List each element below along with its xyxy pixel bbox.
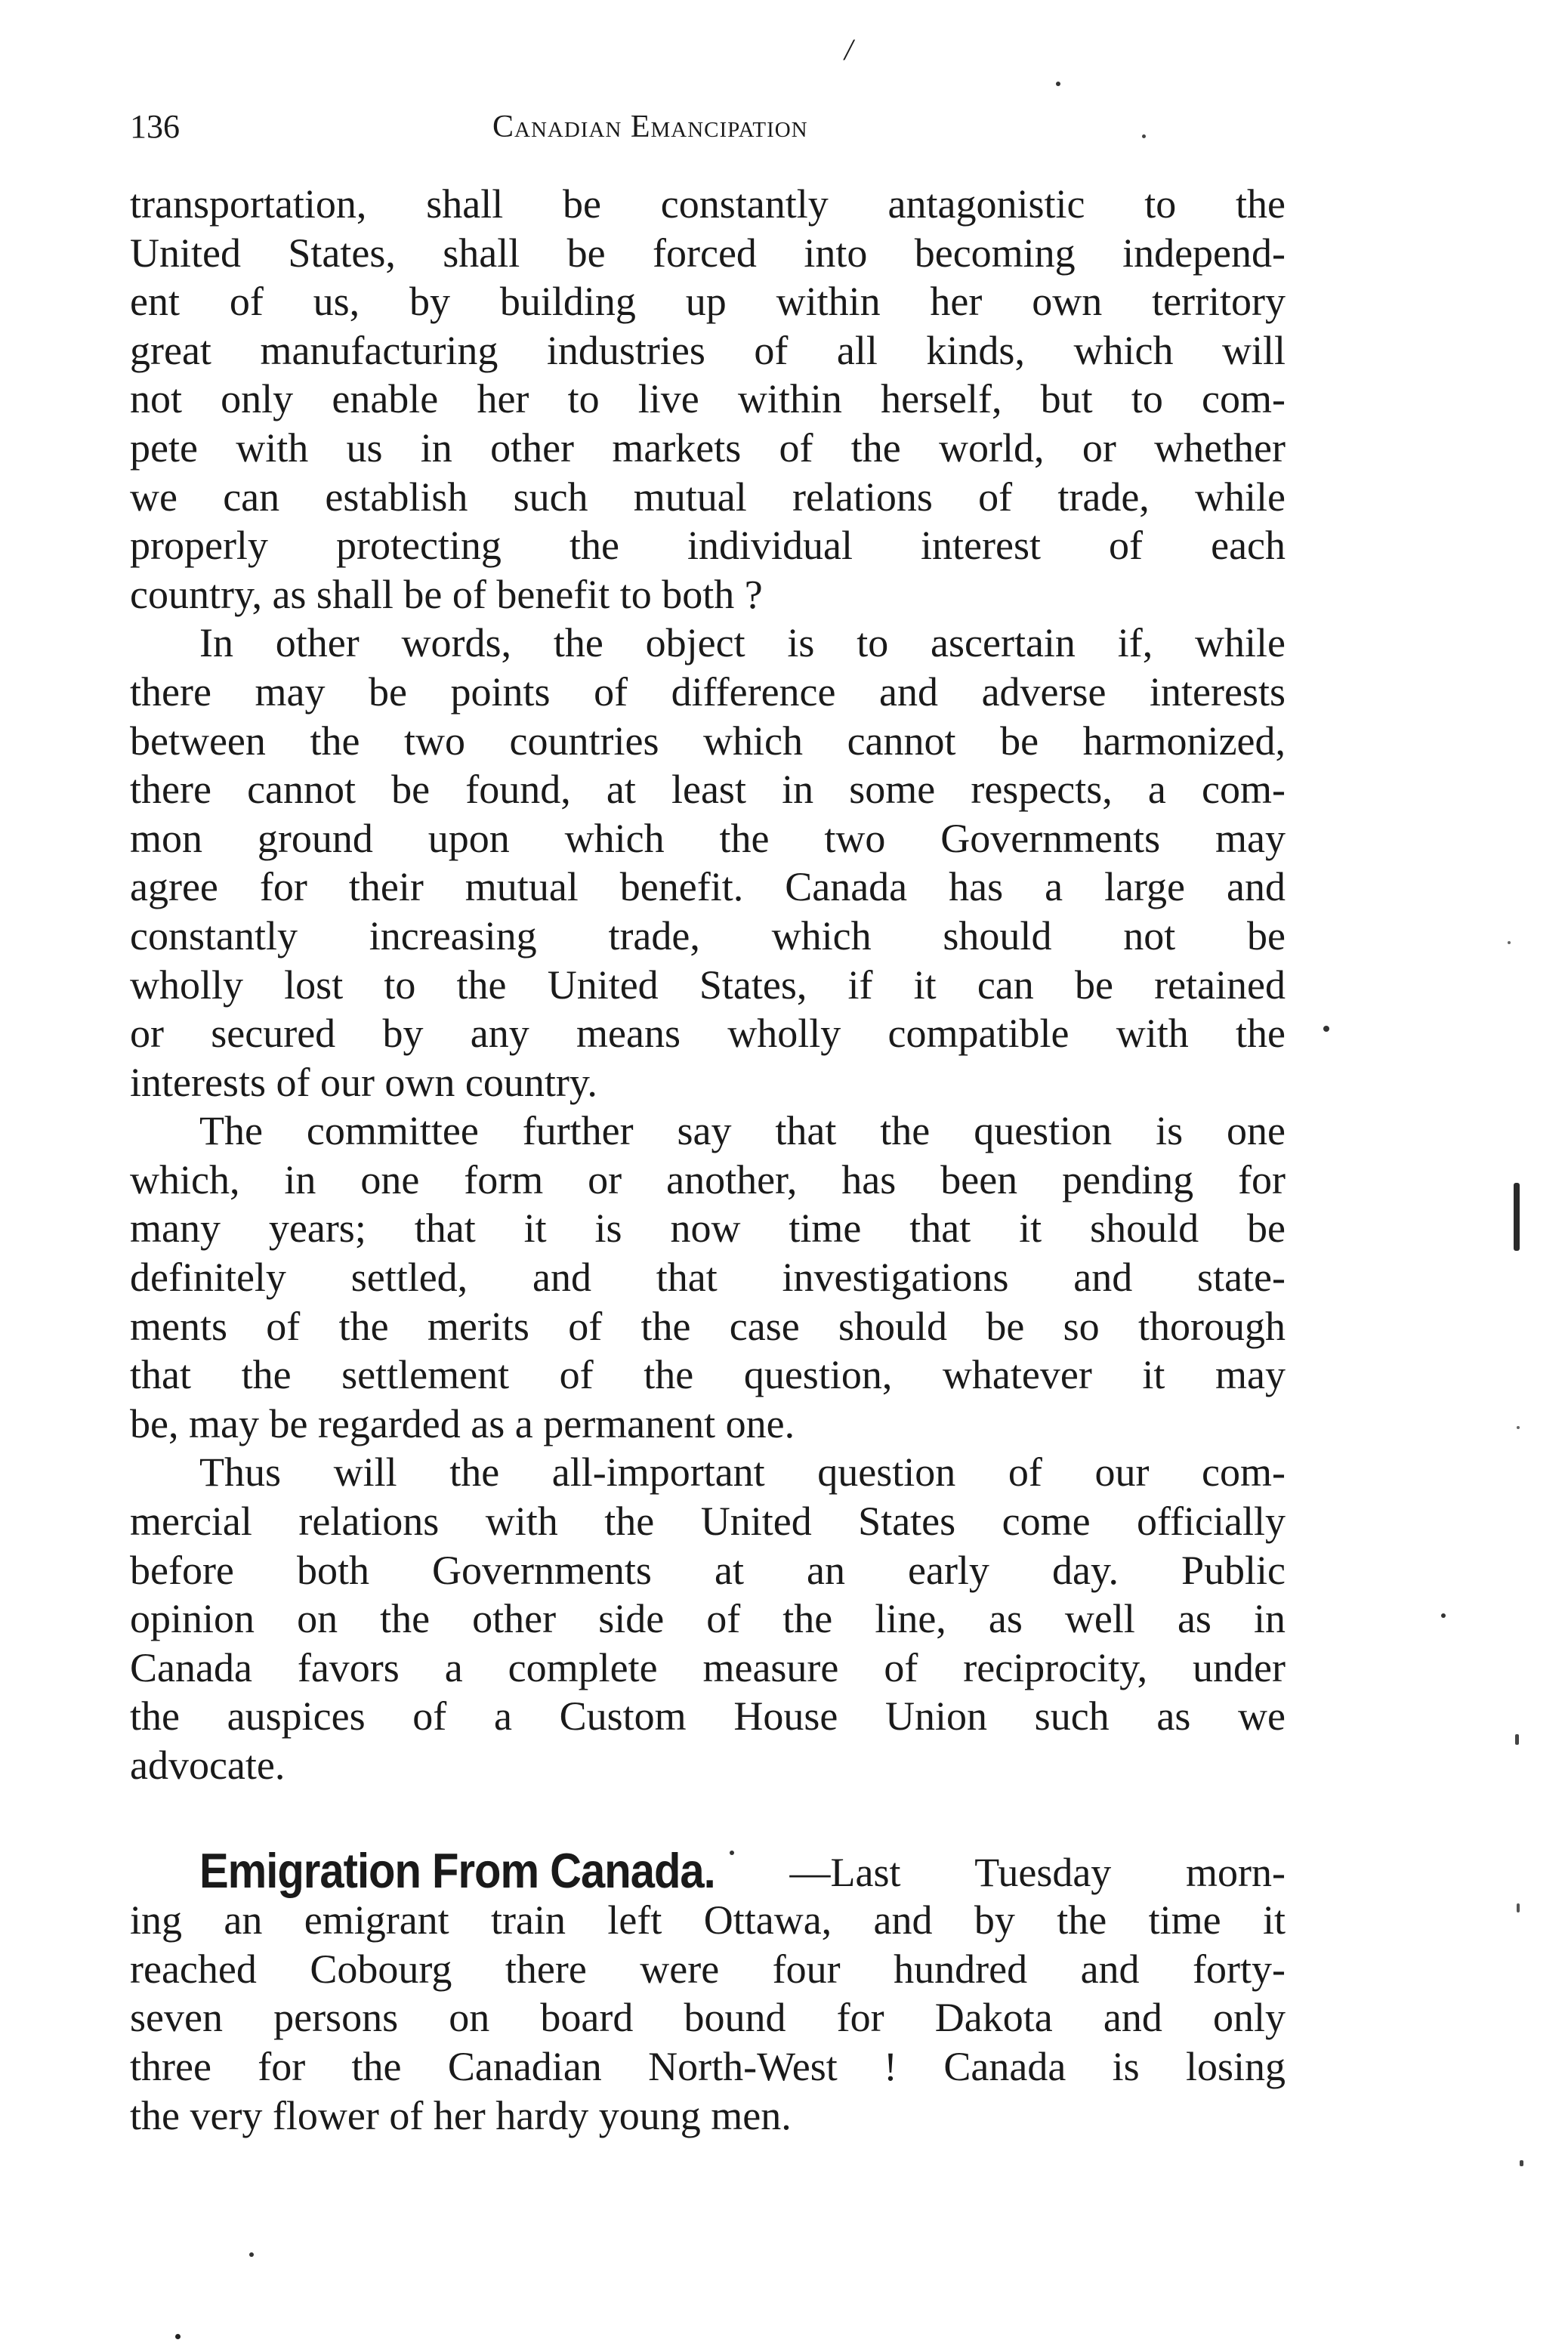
speck-mark [1142,134,1146,138]
paragraph-1 [130,180,1286,619]
text-line: that the settlement of the question, whatever it may [130,1352,1286,1398]
text-line: be, may be regarded as a permanent one. [130,1400,795,1446]
section-gap [130,1790,1286,1848]
text-line: or secured by any means wholly compatible with the [130,1011,1286,1057]
speck-mark [730,1851,734,1855]
page-header [130,97,1286,157]
running-title: Canadian Emancipation [492,110,808,144]
article-heading: Emigration From Canada. [199,1843,715,1899]
text-line: we can establish such mutual relations of trade, while [130,474,1286,520]
speck-mark [1520,2160,1523,2166]
speck-mark [1517,1426,1520,1429]
article-emigration [130,1843,1286,2141]
speck-mark [1515,1734,1519,1745]
text-line: interests of our own country. [130,1059,597,1105]
speck-mark [1508,941,1511,944]
text-line: there cannot be found, at least in some respects, a com- [130,767,1286,813]
text-line: reached Cobourg there were four hundred and forty- [130,1946,1286,1992]
speck-mark [249,2252,254,2257]
paragraph-2 [130,619,1286,1107]
text-line: between the two countries which cannot be harmonized, [130,718,1286,764]
article-first-line-text: —Last Tuesday morn- [789,1849,1286,1895]
text-line: there may be points of difference and adverse interests [130,668,1286,715]
speck-mark [175,2334,181,2339]
text-line: wholly lost to the United States, if it can be retained [130,962,1286,1008]
text-line: mon ground upon which the two Governments may [130,815,1286,861]
text-line: opinion on the other side of the line, as well as in [130,1596,1286,1642]
text-line: Canada favors a complete measure of reciprocity, under [130,1644,1286,1690]
text-line: which, in one form or another, has been pending for [130,1156,1286,1202]
text-line: not only enable her to live within herself, but to com- [130,376,1286,422]
text-line: the very flower of her hardy young men. [130,2092,792,2138]
paragraph-4 [130,1448,1286,1789]
text-line: three for the Canadian North-West ! Canada is losing [130,2043,1286,2089]
margin-smudge-mark [1514,1183,1520,1251]
text-line: ments of the merits of the case should be so thorough [130,1303,1286,1349]
speck-mark [1056,82,1060,86]
text-line: before both Governments at an early day. Public [130,1547,1286,1593]
top-slash-mark: / [844,32,853,66]
text-line: The committee further say that the question is one [199,1108,1286,1154]
text-line: country, as shall be of benefit to both ? [130,571,763,617]
article-first-line [130,1843,1286,1899]
text-line: great manufacturing industries of all kinds, which will [130,327,1286,373]
text-line: ing an emigrant train left Ottawa, and by the time it [130,1897,1286,1943]
text-line: definitely settled, and that investigations and state- [130,1255,1286,1301]
body-text [130,180,1286,2140]
text-line: In other words, the object is to ascertain if, while [199,620,1286,666]
speck-mark [1441,1613,1446,1618]
text-line: mercial relations with the United States come officially [130,1499,1286,1545]
text-line: Thus will the all-important question of our com- [199,1449,1286,1496]
text-line: transportation, shall be constantly antagonistic to the [130,181,1286,227]
text-line: seven persons on board bound for Dakota and only [130,1995,1286,2041]
text-line: agree for their mutual benefit. Canada has a large and [130,864,1286,910]
paragraph-3 [130,1107,1286,1448]
speck-mark [1517,1903,1520,1912]
speck-mark [1323,1026,1329,1032]
text-line: United States, shall be forced into becoming independ- [130,230,1286,276]
text-line: advocate. [130,1743,286,1788]
text-line: many years; that it is now time that it should be [130,1205,1286,1252]
text-line: properly protecting the individual interest of each [130,523,1286,569]
text-line: the auspices of a Custom House Union such as we [130,1693,1286,1740]
page-number: 136 [130,108,180,145]
text-line: ent of us, by building up within her own territory [130,279,1286,325]
text-line: pete with us in other markets of the world, or whether [130,424,1286,471]
text-line: constantly increasing trade, which should not be [130,912,1286,958]
